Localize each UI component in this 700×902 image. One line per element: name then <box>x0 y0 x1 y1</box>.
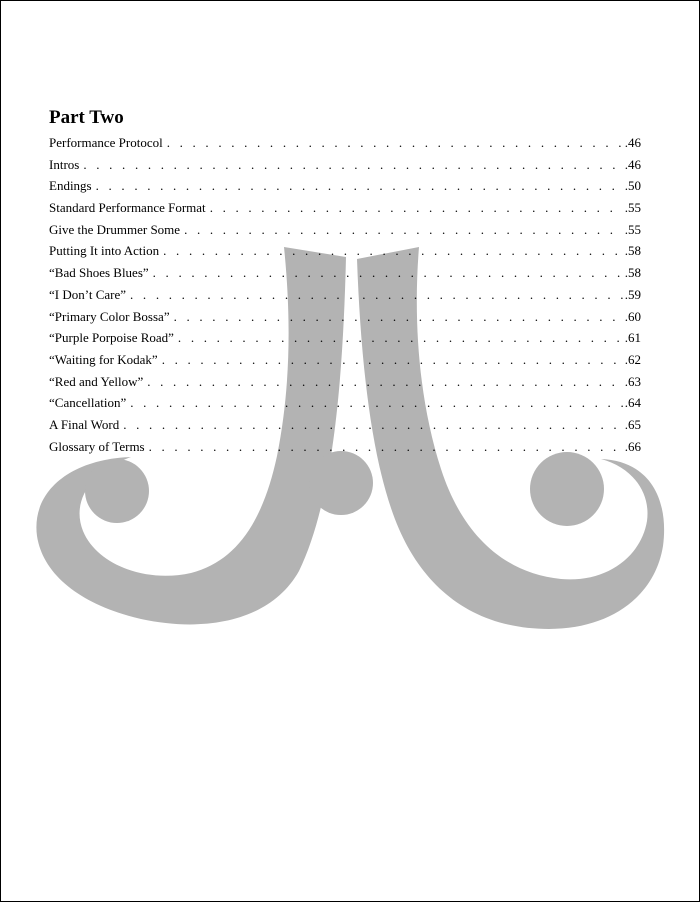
dot-leader <box>130 395 623 411</box>
toc-entry-title: “Bad Shoes Blues” <box>49 265 149 281</box>
toc-entry-title: Putting It into Action <box>49 243 160 259</box>
dot-leader <box>96 178 623 194</box>
toc-entry-page: .62 <box>624 351 641 367</box>
toc-entry <box>49 417 641 439</box>
toc-entry <box>49 330 641 352</box>
toc-list <box>49 135 641 460</box>
toc-entry-title: Performance Protocol <box>49 135 163 150</box>
toc-entry <box>49 374 641 396</box>
dot-leader <box>130 287 623 303</box>
toc-entry-page: .46 <box>624 156 641 172</box>
toc-entry <box>49 222 641 244</box>
toc-entry-page: .50 <box>624 178 641 194</box>
toc-entry-title: A Final Word <box>49 416 120 432</box>
dot-leader <box>147 374 623 390</box>
dot-leader <box>83 157 622 173</box>
toc-entry-title: Endings <box>49 178 92 194</box>
dot-leader <box>163 243 623 259</box>
toc-entry-page: .55 <box>624 221 641 237</box>
section-heading: Part Two <box>49 107 124 128</box>
toc-entry-page: .58 <box>624 243 641 259</box>
toc-entry-title: Give the Drummer Some <box>49 221 181 237</box>
toc-entry-page: .59 <box>624 286 641 302</box>
toc-entry-page: .66 <box>624 438 641 454</box>
dot-leader <box>167 135 623 151</box>
dot-leader <box>174 309 623 325</box>
toc-entry <box>49 135 641 157</box>
toc-entry-title: “Waiting for Kodak” <box>49 351 158 367</box>
toc-entry-page: .64 <box>624 395 641 411</box>
toc-entry-page: .65 <box>624 416 641 432</box>
table-of-contents <box>49 105 641 460</box>
toc-entry-title: “Cancellation” <box>49 395 127 411</box>
dot-leader <box>153 265 623 281</box>
dot-leader <box>184 222 623 238</box>
toc-entry <box>49 157 641 179</box>
toc-entry-title: Glossary of Terms <box>49 438 145 454</box>
toc-entry <box>49 439 641 461</box>
toc-entry-page: .60 <box>624 308 641 324</box>
toc-entry <box>49 243 641 265</box>
toc-entry-title: “I Don’t Care” <box>49 286 127 302</box>
dot-leader <box>178 330 623 346</box>
dot-leader <box>162 352 623 368</box>
toc-entry-title: “Primary Color Bossa” <box>49 308 170 324</box>
toc-entry-title: “Red and Yellow” <box>49 373 144 389</box>
toc-entry <box>49 178 641 200</box>
toc-entry <box>49 200 641 222</box>
toc-entry-page: .46 <box>624 135 641 150</box>
dot-leader <box>149 439 623 455</box>
toc-entry <box>49 265 641 287</box>
toc-entry-title: Standard Performance Format <box>49 200 206 216</box>
toc-entry-title: Intros <box>49 156 80 172</box>
toc-entry-page: .63 <box>624 373 641 389</box>
toc-entry <box>49 309 641 331</box>
toc-entry-page: .55 <box>624 200 641 216</box>
toc-entry <box>49 352 641 374</box>
toc-entry-page: .61 <box>624 330 641 346</box>
toc-entry-title: “Purple Porpoise Road” <box>49 330 174 346</box>
toc-entry <box>49 395 641 417</box>
dot-leader <box>123 417 623 433</box>
dot-leader <box>210 200 623 216</box>
toc-entry-page: .58 <box>624 265 641 281</box>
toc-entry <box>49 287 641 309</box>
